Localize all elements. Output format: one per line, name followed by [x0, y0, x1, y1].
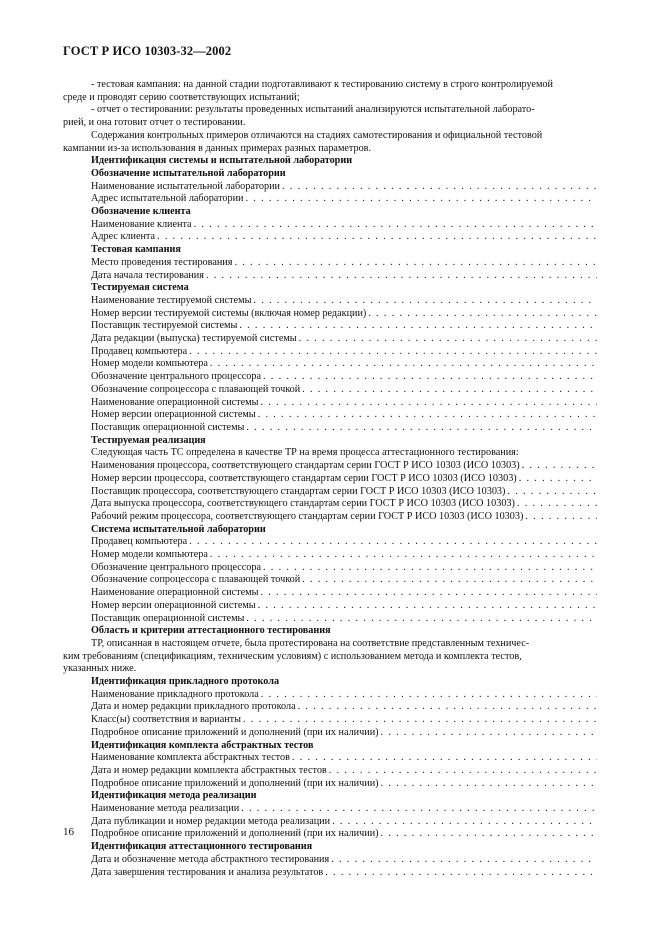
field-list: [91, 803, 597, 841]
field-row: [91, 727, 597, 740]
field-row: [91, 422, 597, 435]
field-row: [91, 371, 597, 384]
field-label: Дата завершения тестирования и анализа результатов: [91, 866, 324, 878]
field-label: Наименование клиента: [91, 218, 192, 230]
field-row: [91, 333, 597, 346]
field-label: Номер версии операционной системы: [91, 409, 256, 421]
paragraph-continuation: указанных ниже.: [63, 663, 137, 675]
field-row: [91, 752, 597, 765]
dot-leader: [256, 600, 597, 613]
dot-leader: [505, 486, 597, 499]
dot-leader: [329, 854, 597, 867]
dot-leader: [244, 613, 597, 626]
field-list: [91, 460, 597, 524]
field-label: Дата и номер редакции комплекта абстрактных тестов: [91, 764, 327, 776]
dot-leader: [523, 511, 597, 524]
paragraph-continuation: кампании из-за использования в данных примерах разных параметров.: [63, 142, 372, 154]
field-row: [91, 308, 597, 321]
field-row: [91, 295, 597, 308]
field-list: [91, 295, 597, 435]
field-label: Наименование прикладного протокола: [91, 688, 259, 700]
field-label: Номер модели компьютера: [91, 358, 208, 370]
dot-leader: [323, 867, 597, 880]
field-label: Дата и номер редакции прикладного протокола: [91, 701, 296, 713]
dot-leader: [187, 346, 597, 359]
paragraph-continuation: рией, и она готовит отчет о тестировании.: [63, 117, 246, 129]
dot-leader: [256, 409, 597, 422]
field-label: Место проведения тестирования: [91, 256, 233, 268]
field-row: [91, 854, 597, 867]
field-row: [91, 486, 597, 499]
field-list: [91, 219, 597, 244]
dot-leader: [300, 574, 597, 587]
dot-leader: [379, 828, 597, 841]
field-row: [91, 384, 597, 397]
field-row: [91, 498, 597, 511]
section-heading: Идентификация аттестационного тестирования: [91, 841, 313, 853]
field-label: Дата редакции (выпуска) тестируемой системы: [91, 333, 297, 345]
field-label: Номер версии операционной системы: [91, 599, 256, 611]
field-label: Наименование операционной системы: [91, 396, 259, 408]
page-number: 16: [63, 826, 74, 838]
field-row: [91, 193, 597, 206]
dot-leader: [330, 816, 597, 829]
subsection-heading: Обозначение испытательной лаборатории: [91, 167, 286, 179]
field-label: Адрес клиента: [91, 231, 156, 243]
dot-leader: [259, 689, 597, 702]
field-row: [91, 460, 597, 473]
field-list: [91, 752, 597, 790]
field-label: Наименование тестируемой системы: [91, 294, 252, 306]
field-row: [91, 689, 597, 702]
field-row: [91, 270, 597, 283]
field-row: [91, 231, 597, 244]
field-label: Дата и обозначение метода абстрактного тестирования: [91, 853, 330, 865]
field-label: Продавец компьютера: [91, 345, 188, 357]
dot-leader: [280, 181, 597, 194]
field-row: [91, 397, 597, 410]
dot-leader: [327, 765, 597, 778]
section-heading: Тестовая кампания: [91, 244, 181, 256]
field-row: [91, 473, 597, 486]
field-label: Наименование операционной системы: [91, 587, 259, 599]
field-row: [91, 219, 597, 232]
field-row: [91, 358, 597, 371]
field-label: Номер версии тестируемой системы (включая номер редакции): [91, 307, 367, 319]
field-row: [91, 701, 597, 714]
field-label: Наименование испытательной лаборатории: [91, 180, 281, 192]
field-label: Рабочий режим процессора, соответствующего стандартам серии ГОСТ Р ИСО 10303 (ИСО 10303): [91, 510, 524, 522]
field-label: Номер версии процессора, соответствующего стандартам серии ГОСТ Р ИСО 10303 (ИСО 10303): [91, 472, 517, 484]
dot-leader: [258, 587, 597, 600]
paragraph: Содержания контрольных примеров отличаются на стадиях самотестирования и официальной тестовой: [91, 129, 543, 141]
field-row: [91, 613, 597, 626]
section-heading: Система испытательной лаборатории: [91, 523, 266, 535]
field-row: [91, 549, 597, 562]
field-row: [91, 181, 597, 194]
dot-leader: [258, 397, 597, 410]
paragraph-continuation: ким требованиям (спецификациям, техническим условиям) с использованием метода и комплекта тестов,: [63, 650, 522, 662]
field-label: Продавец компьютера: [91, 536, 188, 548]
field-label: Обозначение центрального процессора: [91, 371, 262, 383]
section-intro: Следующая часть ТС определена в качестве ТР на время процесса аттестационного тестирования:: [91, 447, 519, 459]
field-row: [91, 536, 597, 549]
field-row: [91, 600, 597, 613]
field-label: Дата выпуска процессора, соответствующего стандартам серии ГОСТ Р ИСО 10303 (ИСО 10303): [91, 498, 515, 510]
field-label: Номер модели компьютера: [91, 549, 208, 561]
field-label: Поставщик процессора, соответствующего стандартам серии ГОСТ Р ИСО 10303 (ИСО 10303): [91, 485, 506, 497]
field-label: Наименование метода реализации: [91, 803, 240, 815]
section-heading: Идентификация системы и испытательной лаборатории: [91, 155, 353, 167]
dot-leader: [243, 193, 597, 206]
dot-leader: [237, 320, 597, 333]
field-list: [91, 536, 597, 625]
field-label: Подробное описание приложений и дополнений (при их наличии): [91, 726, 379, 738]
dot-leader: [192, 219, 597, 232]
paragraph-continuation: среде и проводят серию соответствующих испытаний;: [63, 91, 300, 103]
field-list: [91, 854, 597, 879]
text-line: - тестовая кампания: на данной стадии подготавливают к тестированию систему в строго контролируемой: [91, 79, 553, 90]
dot-leader: [517, 473, 597, 486]
field-label: Поставщик операционной системы: [91, 612, 245, 624]
field-row: [91, 714, 597, 727]
field-label: Наименование комплекта абстрактных тестов: [91, 752, 290, 764]
dot-leader: [232, 257, 597, 270]
dot-leader: [366, 308, 597, 321]
field-row: [91, 765, 597, 778]
field-row: [91, 574, 597, 587]
dot-leader: [515, 498, 597, 511]
dot-leader: [297, 333, 597, 346]
field-label: Поставщик тестируемой системы: [91, 320, 238, 332]
field-label: Дата начала тестирования: [91, 269, 204, 281]
field-label: Класс(ы) соответствия и варианты: [91, 714, 241, 726]
dot-leader: [239, 803, 597, 816]
field-label: Подробное описание приложений и дополнений (при их наличии): [91, 777, 379, 789]
field-list: [91, 181, 597, 206]
field-label: Подробное описание приложений и дополнений (при их наличии): [91, 828, 379, 840]
field-row: [91, 828, 597, 841]
field-list: [91, 689, 597, 740]
dot-leader: [244, 422, 597, 435]
field-label: Обозначение центрального процессора: [91, 561, 262, 573]
field-row: [91, 816, 597, 829]
dot-leader: [261, 562, 597, 575]
paragraph: [91, 79, 597, 92]
dot-leader: [290, 752, 597, 765]
dot-leader: [379, 778, 597, 791]
field-row: [91, 803, 597, 816]
field-row: [91, 257, 597, 270]
field-row: [91, 587, 597, 600]
section-heading: Идентификация метода реализации: [91, 790, 257, 802]
field-row: [91, 562, 597, 575]
section-heading: Идентификация комплекта абстрактных тестов: [91, 739, 314, 751]
field-label: Обозначение сопроцессора с плавающей точкой: [91, 574, 301, 586]
dot-leader: [155, 231, 597, 244]
field-label: Обозначение сопроцессора с плавающей точкой: [91, 383, 301, 395]
document-header: ГОСТ Р ИСО 10303-32—2002: [63, 44, 232, 58]
field-row: [91, 409, 597, 422]
section-heading: Идентификация прикладного протокола: [91, 676, 280, 688]
dot-leader: [208, 549, 597, 562]
dot-leader: [187, 536, 597, 549]
dot-leader: [520, 460, 597, 473]
subsection-heading: Обозначение клиента: [91, 206, 191, 218]
dot-leader: [300, 384, 597, 397]
paragraph: - отчет о тестировании: результаты проведенных испытаний анализируются испытательной лаборато-: [91, 104, 535, 116]
dot-leader: [241, 714, 597, 727]
field-label: Поставщик операционной системы: [91, 421, 245, 433]
dot-leader: [208, 358, 597, 371]
section-heading: Тестируемая система: [91, 282, 189, 294]
dot-leader: [251, 295, 597, 308]
field-label: Дата публикации и номер редакции метода реализации: [91, 815, 331, 827]
field-label: Наименования процессора, соответствующего стандартам серии ГОСТ Р ИСО 10303 (ИСО 10303): [91, 460, 520, 472]
field-row: [91, 778, 597, 791]
dot-leader: [261, 371, 597, 384]
dot-leader: [204, 270, 597, 283]
field-row: [91, 511, 597, 524]
section-heading: Тестируемая реализация: [91, 434, 206, 446]
field-label: Адрес испытательной лаборатории: [91, 193, 244, 205]
dot-leader: [296, 701, 597, 714]
field-row: [91, 346, 597, 359]
field-list: [91, 257, 597, 282]
dot-leader: [379, 727, 597, 740]
field-row: [91, 320, 597, 333]
section-heading: Область и критерии аттестационного тестирования: [91, 625, 331, 637]
paragraph: ТР, описанная в настоящем отчете, была протестирована на соответствие представленным техничес-: [91, 637, 530, 649]
field-row: [91, 867, 597, 880]
